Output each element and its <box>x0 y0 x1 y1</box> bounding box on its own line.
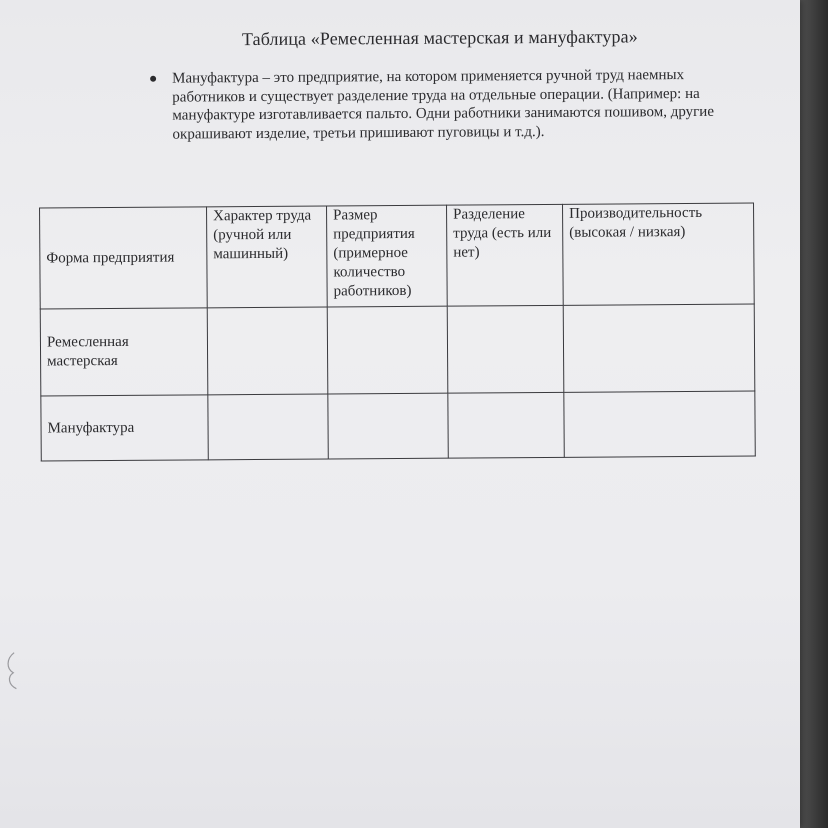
comparison-table <box>39 203 756 462</box>
document-title: Таблица «Ремесленная мастерская и мануфактура» <box>241 26 638 50</box>
row-label-workshop: Ремесленная мастерская <box>40 308 208 396</box>
bullet-icon <box>150 76 156 82</box>
table-cell[interactable] <box>208 394 328 460</box>
definition-bullet <box>150 66 740 143</box>
header-cell-form: Форма предприятия <box>40 207 208 309</box>
table-cell[interactable] <box>564 391 755 457</box>
table-header-row <box>40 203 755 309</box>
table-row <box>40 304 755 396</box>
table-cell[interactable] <box>563 304 755 392</box>
table-row <box>41 391 755 461</box>
table-cell[interactable] <box>328 393 448 459</box>
table-cell[interactable] <box>448 392 564 458</box>
table-cell[interactable] <box>207 307 328 395</box>
row-label-manufactory: Мануфактура <box>41 395 208 461</box>
header-cell-size: Размер предприятия (примерное количество работников) <box>327 205 448 307</box>
header-cell-productivity: Производительность (высокая / низкая) <box>563 203 755 305</box>
header-cell-labor-type: Характер труда (ручной или машинный) <box>207 206 328 308</box>
table-cell[interactable] <box>447 305 564 393</box>
table-cell[interactable] <box>327 306 448 394</box>
definition-text: Мануфактура – это предприятие, на котором применяется ручной труд наемных работников и существует разделение труда на отдельные операции. (Например: на мануфактуре изготавливается пальто. Одни работники занимаются пошивом, другие окрашивают изделие, третьи пришивают пуговицы и т.д.). <box>172 67 715 143</box>
header-cell-division: Разделение труда (есть или нет) <box>447 204 564 306</box>
pen-mark-icon <box>4 651 22 691</box>
